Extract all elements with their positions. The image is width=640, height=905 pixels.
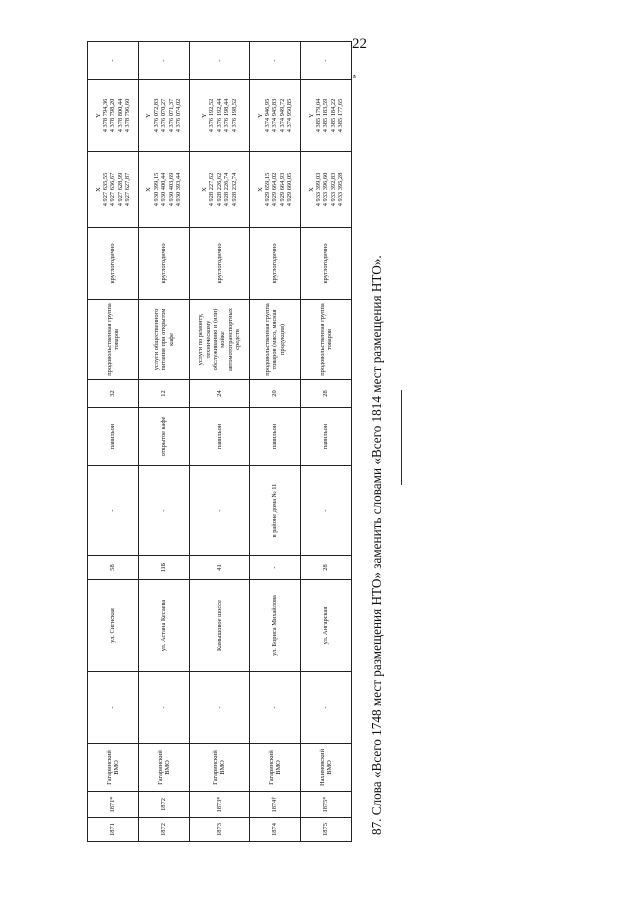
table-row (138, 42, 189, 842)
axis-label: Y (256, 113, 264, 118)
coordinate-value: 4 927 628,99 (116, 172, 124, 207)
axis-label: X (201, 187, 209, 192)
x-coordinates-cell (250, 152, 301, 228)
house-cell: 41 (189, 556, 249, 580)
coordinate-value: 4 933 395,28 (337, 172, 345, 207)
nto-table (87, 41, 352, 842)
page-number: 22 (352, 36, 367, 52)
note-cell: - (138, 42, 189, 80)
coordinate-value: 4 933 396,60 (322, 172, 330, 207)
axis-label: Y (201, 113, 209, 118)
landmark-cell: в районе дома № 11 (250, 466, 301, 556)
x-coordinates-cell (138, 152, 189, 228)
note-cell: - (88, 42, 139, 80)
street-cell: ул. Бориса Михайлова (250, 580, 301, 672)
amendment-text: 87. Слова «Всего 1748 мест размещения НТО» заменить словами «Всего 1814 мест размещения НТО». (369, 255, 384, 835)
district-cell: Гагаринский ВМО (189, 744, 249, 792)
coordinate-value: 4 385 183,59 (322, 98, 330, 133)
street-cell: ул. Ангарская (301, 580, 352, 672)
coordinate-value: 4 376 192,44 (215, 98, 223, 133)
coordinate-value: 4 385 177,65 (337, 98, 345, 133)
coordinate-value: 4 930 400,44 (160, 172, 168, 207)
coordinate-value: 4 378 798,20 (109, 98, 117, 133)
object-type-cell: открытое кафе (138, 408, 189, 466)
coordinate-value: 4 374 945,83 (271, 98, 279, 133)
coordinate-value: 4 930 393,44 (174, 172, 182, 207)
street-cell: ул. Сигнская (88, 580, 139, 672)
empty-cell: - (189, 672, 249, 744)
landmark-cell: - (301, 466, 352, 556)
row-number: 1871 (88, 818, 139, 842)
coordinate-value: 4 374 950,85 (286, 98, 294, 133)
area-cell: 12 (138, 380, 189, 408)
row-subnumber: 1872 (138, 792, 189, 818)
coordinate-value: 4 376 071,37 (167, 98, 175, 133)
coordinate-value: 4 930 399,15 (152, 172, 160, 207)
period-cell: круглогодично (88, 228, 139, 300)
y-coordinates-cell (301, 80, 352, 152)
landmark-cell: - (88, 466, 139, 556)
area-cell: 32 (88, 380, 139, 408)
coordinate-value: 4 929 664,02 (271, 172, 279, 207)
coordinate-value: 4 374 946,95 (264, 98, 272, 133)
coordinate-value: 4 927 636,67 (109, 172, 117, 207)
district-cell: Гагаринский ВМО (250, 744, 301, 792)
empty-cell: - (301, 672, 352, 744)
coordinate-value: 4 929 664,93 (278, 172, 286, 207)
table-row (88, 42, 139, 842)
coordinate-value: 4 928 226,62 (215, 172, 223, 207)
axis-label: X (94, 187, 102, 192)
district-cell: Гагаринский ВМО (138, 744, 189, 792)
district-cell: Нахимовский ВМО (301, 744, 352, 792)
coordinate-value: 4 385 184,22 (329, 98, 337, 133)
object-type-cell: павильон (189, 408, 249, 466)
house-cell: - (250, 556, 301, 580)
house-cell: 11Б (138, 556, 189, 580)
period-cell: круглогодично (189, 228, 249, 300)
specialization-cell: продовольственная группа товаров (301, 300, 352, 380)
house-cell: 58 (88, 556, 139, 580)
coordinate-value: 4 927 627,87 (123, 172, 131, 207)
coordinate-value: 4 376 192,52 (208, 98, 216, 133)
note-cell: - (301, 42, 352, 80)
coordinate-value: 4 376 074,02 (174, 98, 182, 133)
row-subnumber: 1873* (189, 792, 249, 818)
row-number: 1873 (189, 818, 249, 842)
coordinate-value: 4 385 179,04 (314, 98, 322, 133)
coordinate-value: 4 378 800,44 (116, 98, 124, 133)
coordinate-value: 4 928 226,74 (223, 172, 231, 207)
coordinate-value: 4 376 070,27 (160, 98, 168, 133)
coordinate-value: 4 374 949,72 (278, 98, 286, 133)
coordinate-value: 4 933 399,03 (314, 172, 322, 207)
y-coordinates-cell (250, 80, 301, 152)
object-type-cell: павильон (250, 408, 301, 466)
x-coordinates-cell (301, 152, 352, 228)
coordinate-value: 4 933 392,83 (329, 172, 337, 207)
coordinate-value: 4 927 635,55 (101, 172, 109, 207)
empty-cell: - (138, 672, 189, 744)
specialization-cell: услуги по ремонту, техническому обслуживанию и (или) мойке автомототранспортных средств (189, 300, 249, 380)
table-row (301, 42, 352, 842)
coordinate-value: 4 929 660,05 (286, 172, 294, 207)
street-cell: ул. Астана Кесаева (138, 580, 189, 672)
x-coordinates-cell (88, 152, 139, 228)
table-row (189, 42, 249, 842)
axis-label: Y (307, 113, 315, 118)
row-number: 1872 (138, 818, 189, 842)
axis-label: X (256, 187, 264, 192)
specialization-cell: продовольственная группа товаров (мясо, мясная продукция) (250, 300, 301, 380)
area-cell: 24 (189, 380, 249, 408)
street-cell: Камышовое шоссе (189, 580, 249, 672)
period-cell: круглогодично (301, 228, 352, 300)
object-type-cell: павильон (88, 408, 139, 466)
separator-line (401, 390, 402, 485)
period-cell: круглогодично (250, 228, 301, 300)
x-coordinates-cell (189, 152, 249, 228)
row-number: 1875 (301, 818, 352, 842)
y-coordinates-cell (138, 80, 189, 152)
empty-cell: - (250, 672, 301, 744)
row-subnumber: 1871* (88, 792, 139, 818)
coordinate-value: 4 928 227,62 (208, 172, 216, 207)
coordinate-value: 4 376 198,52 (230, 98, 238, 133)
rotated-table-frame (87, 59, 352, 842)
empty-cell: - (88, 672, 139, 744)
coordinate-value: 4 930 403,69 (167, 172, 175, 207)
y-coordinates-cell (88, 80, 139, 152)
axis-label: Y (94, 113, 102, 118)
y-coordinates-cell (189, 80, 249, 152)
landmark-cell: - (138, 466, 189, 556)
note-cell: - (189, 42, 249, 80)
district-cell: Гагаринский ВМО (88, 744, 139, 792)
coordinate-value: 4 378 796,60 (123, 98, 131, 133)
axis-label: Y (145, 113, 153, 118)
amendment-frame (362, 90, 392, 835)
axis-label: X (145, 187, 153, 192)
coordinate-value: 4 928 232,74 (230, 172, 238, 207)
house-cell: 28 (301, 556, 352, 580)
coordinate-value: 4 376 072,83 (152, 98, 160, 133)
object-type-cell: павильон (301, 408, 352, 466)
row-subnumber: 1874† (250, 792, 301, 818)
corner-mark: » (349, 74, 359, 79)
coordinate-value: 4 929 659,15 (264, 172, 272, 207)
axis-label: X (307, 187, 315, 192)
coordinate-value: 4 376 198,44 (223, 98, 231, 133)
area-cell: 20 (250, 380, 301, 408)
row-number: 1874 (250, 818, 301, 842)
row-subnumber: 1875* (301, 792, 352, 818)
period-cell: круглогодично (138, 228, 189, 300)
note-cell: - (250, 42, 301, 80)
area-cell: 28 (301, 380, 352, 408)
coordinate-value: 4 378 794,36 (101, 98, 109, 133)
table-row (250, 42, 301, 842)
specialization-cell: продовольственная группа товаров (88, 300, 139, 380)
specialization-cell: услуги общественного питания при открытом кафе (138, 300, 189, 380)
landmark-cell: - (189, 466, 249, 556)
